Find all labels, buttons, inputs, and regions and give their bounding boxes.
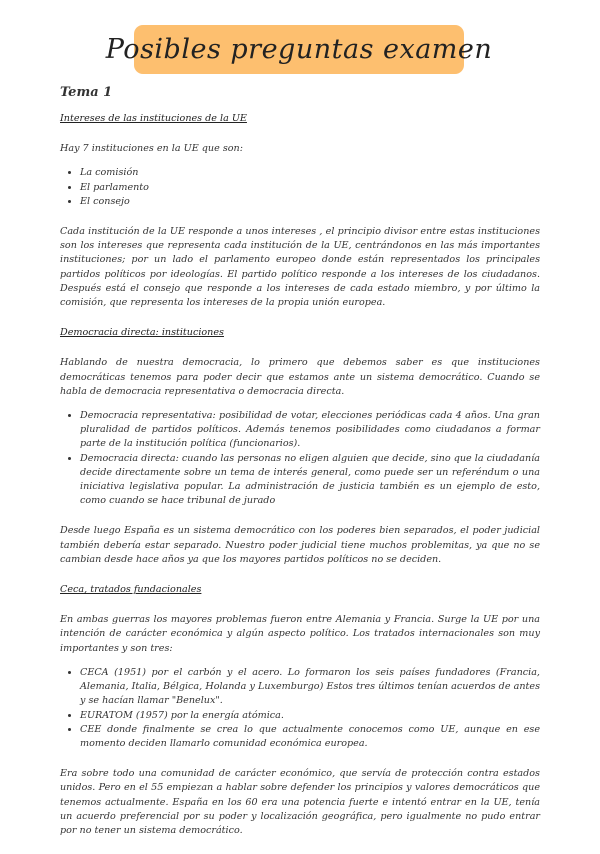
list-item: • El consejo	[80, 195, 540, 209]
list-item: • Democracia representativa: posibilidad de votar, elecciones periódicas cada 4 años. Una gran pluralidad de partidos políticos. Además tenemos posibilidades como ciudadanos a formar parte de la institución política (funcionarios).	[80, 409, 540, 452]
institutions-list	[60, 166, 540, 209]
list-item: • El parlamento	[80, 181, 540, 195]
list-item: • CEE donde finalmente se crea lo que actualmente conocemos como UE, aunque en ese momento deciden llamarlo comunidad económica europea.	[80, 723, 540, 751]
section-intro: En ambas guerras los mayores problemas fueron entre Alemania y Francia. Surge la UE por una intención de carácter económica y algún aspecto político. Los tratados internacionales son muy importantes y son tres:	[60, 614, 540, 654]
section-heading-democracia: Democracia directa: instituciones	[60, 327, 224, 339]
list-item: • Democracia directa: cuando las personas no eligen alguien que decide, sino que la ciudadanía decide directamente sobre un tema de interés general, como puede ser un referéndum o una iniciativa legislativa popular. La administración de justicia también es un ejemplo de esto, como cuando se hace tribunal de jurado	[80, 452, 540, 509]
paragraph: Cada institución de la UE responde a unos intereses , el principio divisor entre estas instituciones son los intereses que representa cada institución de la UE, centrándonos en las más importantes instituciones; por un lado el parlamento europeo donde están representados los principales partidos políticos por ideologías. El partido político responde a los intereses de los ciudadanos. Después está el consejo que responde a los intereses de cada estado miembro, y por último la comisión, que representa los intereses de la propia unión europea.	[60, 226, 540, 309]
list-item: • EURATOM (1957) por la energía atómica.	[80, 709, 540, 723]
treaties-list	[60, 666, 540, 751]
paragraph: Era sobre todo una comunidad de carácter económico, que servía de protección contra estados unidos. Pero en el 55 empiezan a hablar sobre defender los principios y valores democráticos que tenemos actualmente. España en los 60 era una potencia fuerte e intentó entrar en la UE, tenía un acuerdo preferencial por su poder y localización geográfica, pero igualmente no pudo entrar por no tener un sistema democrático.	[60, 768, 540, 836]
tema-heading: Tema 1	[60, 85, 113, 100]
section-intro: Hablando de nuestra democracia, lo primero que debemos saber es que instituciones democráticas tenemos para poder decir que estamos ante un sistema democrático. Cuando se habla de democracia representativa o democracia directa.	[60, 357, 540, 397]
section-heading-intereses: Intereses de las instituciones de la UE	[60, 113, 247, 124]
section-heading-ceca: Ceca, tratados fundacionales	[60, 584, 202, 596]
paragraph: Desde luego España es un sistema democrático con los poderes bien separados, el poder judicial también debería estar separado. Nuestro poder judicial tiene muchos problemitas, ya que no se cambian desde hace años ya que los mayores partidos políticos no se deciden.	[60, 525, 540, 565]
democracy-list	[60, 409, 540, 508]
page-title: Posibles preguntas examen	[105, 34, 493, 65]
list-item: • La comisión	[80, 166, 540, 180]
list-item: • CECA (1951) por el carbón y el acero. Lo formaron los seis países fundadores (Francia, Alemania, Italia, Bélgica, Holanda y Luxemburgo) Estos tres últimos tenían acuerdos de antes y se hacían llamar "Benelux".	[80, 666, 540, 709]
section-intro: Hay 7 instituciones en la UE que son:	[60, 143, 243, 155]
document-body	[60, 112, 540, 854]
title-banner	[105, 25, 493, 74]
